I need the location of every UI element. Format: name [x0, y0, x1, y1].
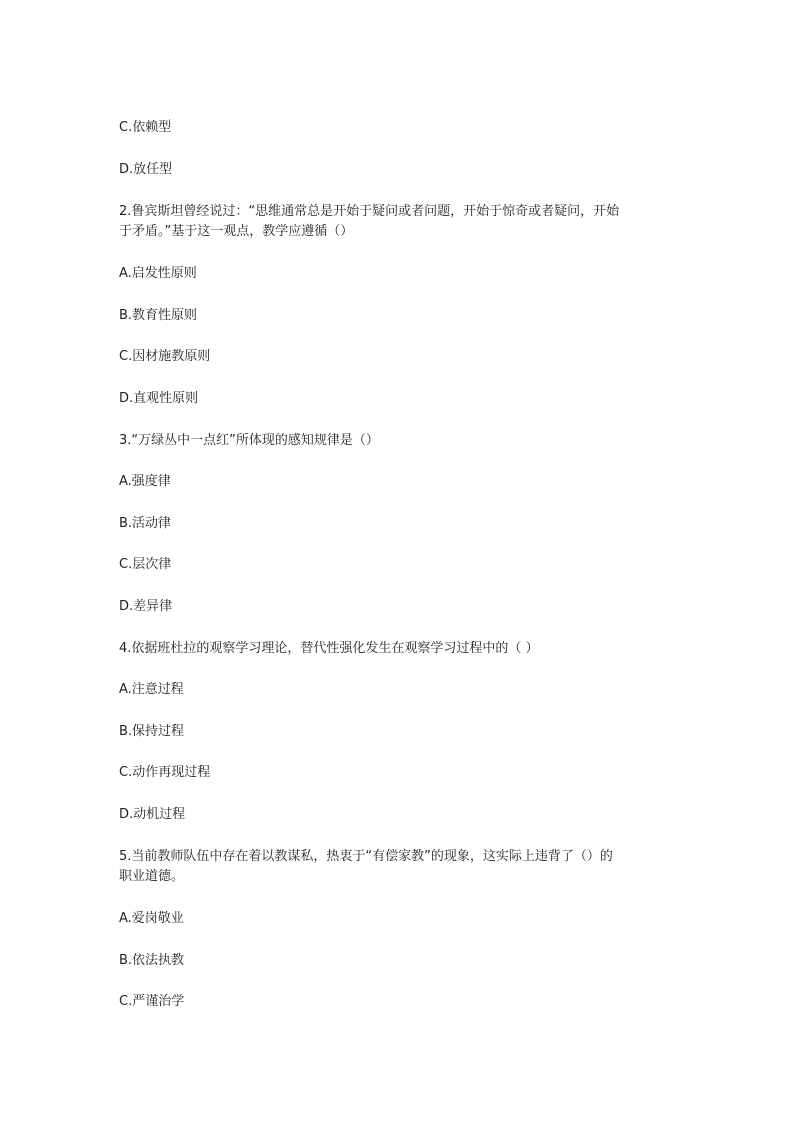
question-5-option-a: A.爱岗敬业 — [119, 911, 184, 926]
question-3-option-b: B.活动律 — [119, 516, 172, 531]
question-4-option-b: B.保持过程 — [119, 724, 185, 739]
question-2-option-d: D.直观性原则 — [119, 391, 199, 406]
question-5-option-b: B.依法执教 — [119, 953, 185, 968]
question-2-option-a: A.启发性原则 — [119, 266, 197, 281]
question-3-option-d: D.差异律 — [119, 599, 173, 614]
question-3-stem: 3.“万绿丛中一点红”所体现的感知规律是（） — [119, 433, 379, 448]
question-5-stem-line1: 5.当前教师队伍中存在着以教谋私，热衷于“有偿家教”的现象，这实际上违背了（）的 — [119, 849, 613, 864]
question-4-stem: 4.依据班杜拉的观察学习理论，替代性强化发生在观察学习过程中的（ ） — [119, 641, 539, 656]
question-2-option-b: B.教育性原则 — [119, 308, 198, 323]
question-2-option-c: C.因材施教原则 — [119, 349, 211, 364]
question-4-option-a: A.注意过程 — [119, 682, 184, 697]
question-2-stem-line2: 于矛盾。”基于这一观点，教学应遵循（） — [119, 224, 354, 239]
question-2-stem-line1: 2.鲁宾斯坦曾经说过：“思维通常总是开始于疑问或者问题，开始于惊奇或者疑问，开始 — [119, 204, 620, 219]
option-d-laissez-faire: D.放任型 — [119, 162, 173, 177]
question-5-option-c: C.严谨治学 — [119, 994, 185, 1009]
question-4-option-d: D.动机过程 — [119, 807, 186, 822]
option-c-dependent: C.依赖型 — [119, 120, 172, 135]
question-3-option-a: A.强度律 — [119, 474, 171, 489]
question-4-option-c: C.动作再现过程 — [119, 765, 211, 780]
question-3-option-c: C.层次律 — [119, 557, 172, 572]
question-5-stem-line2: 职业道德。 — [119, 869, 185, 884]
